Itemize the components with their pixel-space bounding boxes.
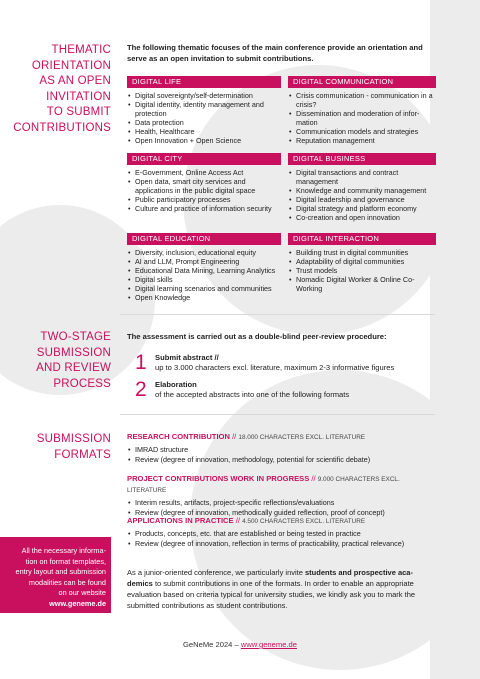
category-digital-communication <box>288 76 436 146</box>
website-link[interactable]: www.geneme.de <box>49 598 106 608</box>
list-item: • Co-creation and open innovation <box>288 213 436 222</box>
format-list <box>127 498 435 517</box>
list-item: • Data protection <box>127 118 281 127</box>
list-item: • Public participatory processes <box>127 195 281 204</box>
section-title-review: TWO-STAGE SUBMISSION AND REVIEW PROCESS <box>36 331 111 390</box>
list-item: • E-Government, Online Access Act <box>127 168 281 177</box>
list-item: • Communication models and strategies <box>288 127 436 136</box>
list-item: • IMRAD structure <box>127 445 435 455</box>
section-divider <box>120 414 435 415</box>
list-item: • Review (degree of innovation, reflection in terms of practicability, practical relevance) <box>127 539 435 549</box>
format-heading: RESEARCH CONTRIBUTION // 18.000 CHARACTERS EXCL. LITERATURE <box>127 432 366 441</box>
format-research-contribution <box>127 432 435 464</box>
category-list <box>288 91 436 146</box>
list-item: • Digital identity, identity management and protection <box>127 100 281 118</box>
category-list <box>288 168 436 223</box>
step-title: Elaboration <box>155 380 197 389</box>
website-info-box: All the necessary informa- tion on format templates, entry layout and submission modalities can be found on our website www.geneme.de <box>0 537 111 613</box>
list-item: • Open Innovation + Open Science <box>127 136 281 145</box>
format-list <box>127 445 435 464</box>
category-digital-business <box>288 153 436 223</box>
category-header: DIGITAL EDUCATION <box>127 233 281 245</box>
format-project-contributions <box>127 474 435 517</box>
list-item: • Culture and practice of information security <box>127 204 281 213</box>
footer: GeNeMe 2024 – www.geneme.de <box>183 640 297 649</box>
step-description: of the accepted abstracts into one of the following formats <box>155 390 350 399</box>
list-item: • Adaptability of digital communities <box>288 257 436 266</box>
list-item: • Diversity, inclusion, educational equity <box>127 248 281 257</box>
footer-website-link[interactable]: www.geneme.de <box>240 640 297 649</box>
section-title-formats: SUBMISSION FORMATS <box>36 433 111 461</box>
list-item: • Interim results, artifacts, project-specific reflections/evaluations <box>127 498 435 508</box>
list-item: • Knowledge and community management <box>288 186 436 195</box>
step-title: Submit abstract // <box>155 353 219 362</box>
step-1 <box>155 353 435 373</box>
format-heading: PROJECT CONTRIBUTIONS WORK IN PROGRESS // 9.000 CHARACTERS EXCL. LITERATURE <box>127 474 400 494</box>
list-item: • Health, Healthcare <box>127 127 281 136</box>
section-title-thematic: THEMATIC ORIENTATION AS AN OPEN INVITATION TO SUBMIT CONTRIBUTIONS <box>13 44 111 134</box>
list-item: • Reputation management <box>288 136 436 145</box>
list-item: • Review (degree of innovation, methodology, potential for scientific debate) <box>127 455 435 465</box>
list-item: • Digital leadership and governance <box>288 195 436 204</box>
category-list <box>127 248 281 303</box>
list-item: • Digital learning scenarios and communities <box>127 284 281 293</box>
category-digital-interaction <box>288 233 436 293</box>
category-header: DIGITAL COMMUNICATION <box>288 76 436 88</box>
list-item: • Nomadic Digital Worker & Online Co-Working <box>288 275 436 293</box>
format-list <box>127 529 435 548</box>
list-item: • AI and LLM, Prompt Engineering <box>127 257 281 266</box>
format-applications-in-practice <box>127 516 435 548</box>
list-item: • Open data, smart city services and applications in the public digital space <box>127 177 281 195</box>
list-item: • Digital skills <box>127 275 281 284</box>
list-item: • Crisis communication - communication in a crisis? <box>288 91 436 109</box>
category-list <box>127 91 281 146</box>
category-digital-education <box>127 233 281 303</box>
thematic-intro: The following thematic focuses of the main conference provide an orientation and serve as an open invitation to submit contributions. <box>127 43 423 63</box>
list-item: • Review (degree of innovation, methodically guided reflection, proof of concept) <box>127 508 435 518</box>
category-header: DIGITAL CITY <box>127 153 281 165</box>
step-number: 1 <box>135 351 147 374</box>
list-item: • Digital sovereignty/self-determination <box>127 91 281 100</box>
review-intro: The assessment is carried out as a double-blind peer-review procedure: <box>127 332 387 341</box>
format-heading: APPLICATIONS IN PRACTICE // 4.500 CHARACTERS EXCL. LITERATURE <box>127 516 366 525</box>
category-header: DIGITAL BUSINESS <box>288 153 436 165</box>
list-item: • Products, concepts, etc. that are established or being tested in practice <box>127 529 435 539</box>
section-divider <box>120 314 435 315</box>
category-header: DIGITAL INTERACTION <box>288 233 436 245</box>
list-item: • Digital transactions and contract management <box>288 168 436 186</box>
category-digital-life <box>127 76 281 146</box>
list-item: • Open Knowledge <box>127 293 281 302</box>
category-digital-city <box>127 153 281 213</box>
step-number: 2 <box>135 378 147 401</box>
list-item: • Building trust in digital communities <box>288 248 436 257</box>
list-item: • Dissemination and moderation of infor-mation <box>288 109 436 127</box>
category-header: DIGITAL LIFE <box>127 76 281 88</box>
category-list <box>127 168 281 213</box>
list-item: • Digital strategy and platform economy <box>288 204 436 213</box>
closing-paragraph: As a junior-oriented conference, we particularly invite students and prospective aca-demics to submit contributions in one of the formats. In order to enable an appropriate evaluation based on criteria typical for university studies, we kindly ask you to mark the submitted contributions as student contributions. <box>127 568 416 610</box>
step-2 <box>155 380 435 400</box>
list-item: • Trust models <box>288 266 436 275</box>
list-item: • Educational Data Mining, Learning Analytics <box>127 266 281 275</box>
step-description: up to 3.000 characters excl. literature, maximum 2-3 informative figures <box>155 363 395 372</box>
category-list <box>288 248 436 293</box>
